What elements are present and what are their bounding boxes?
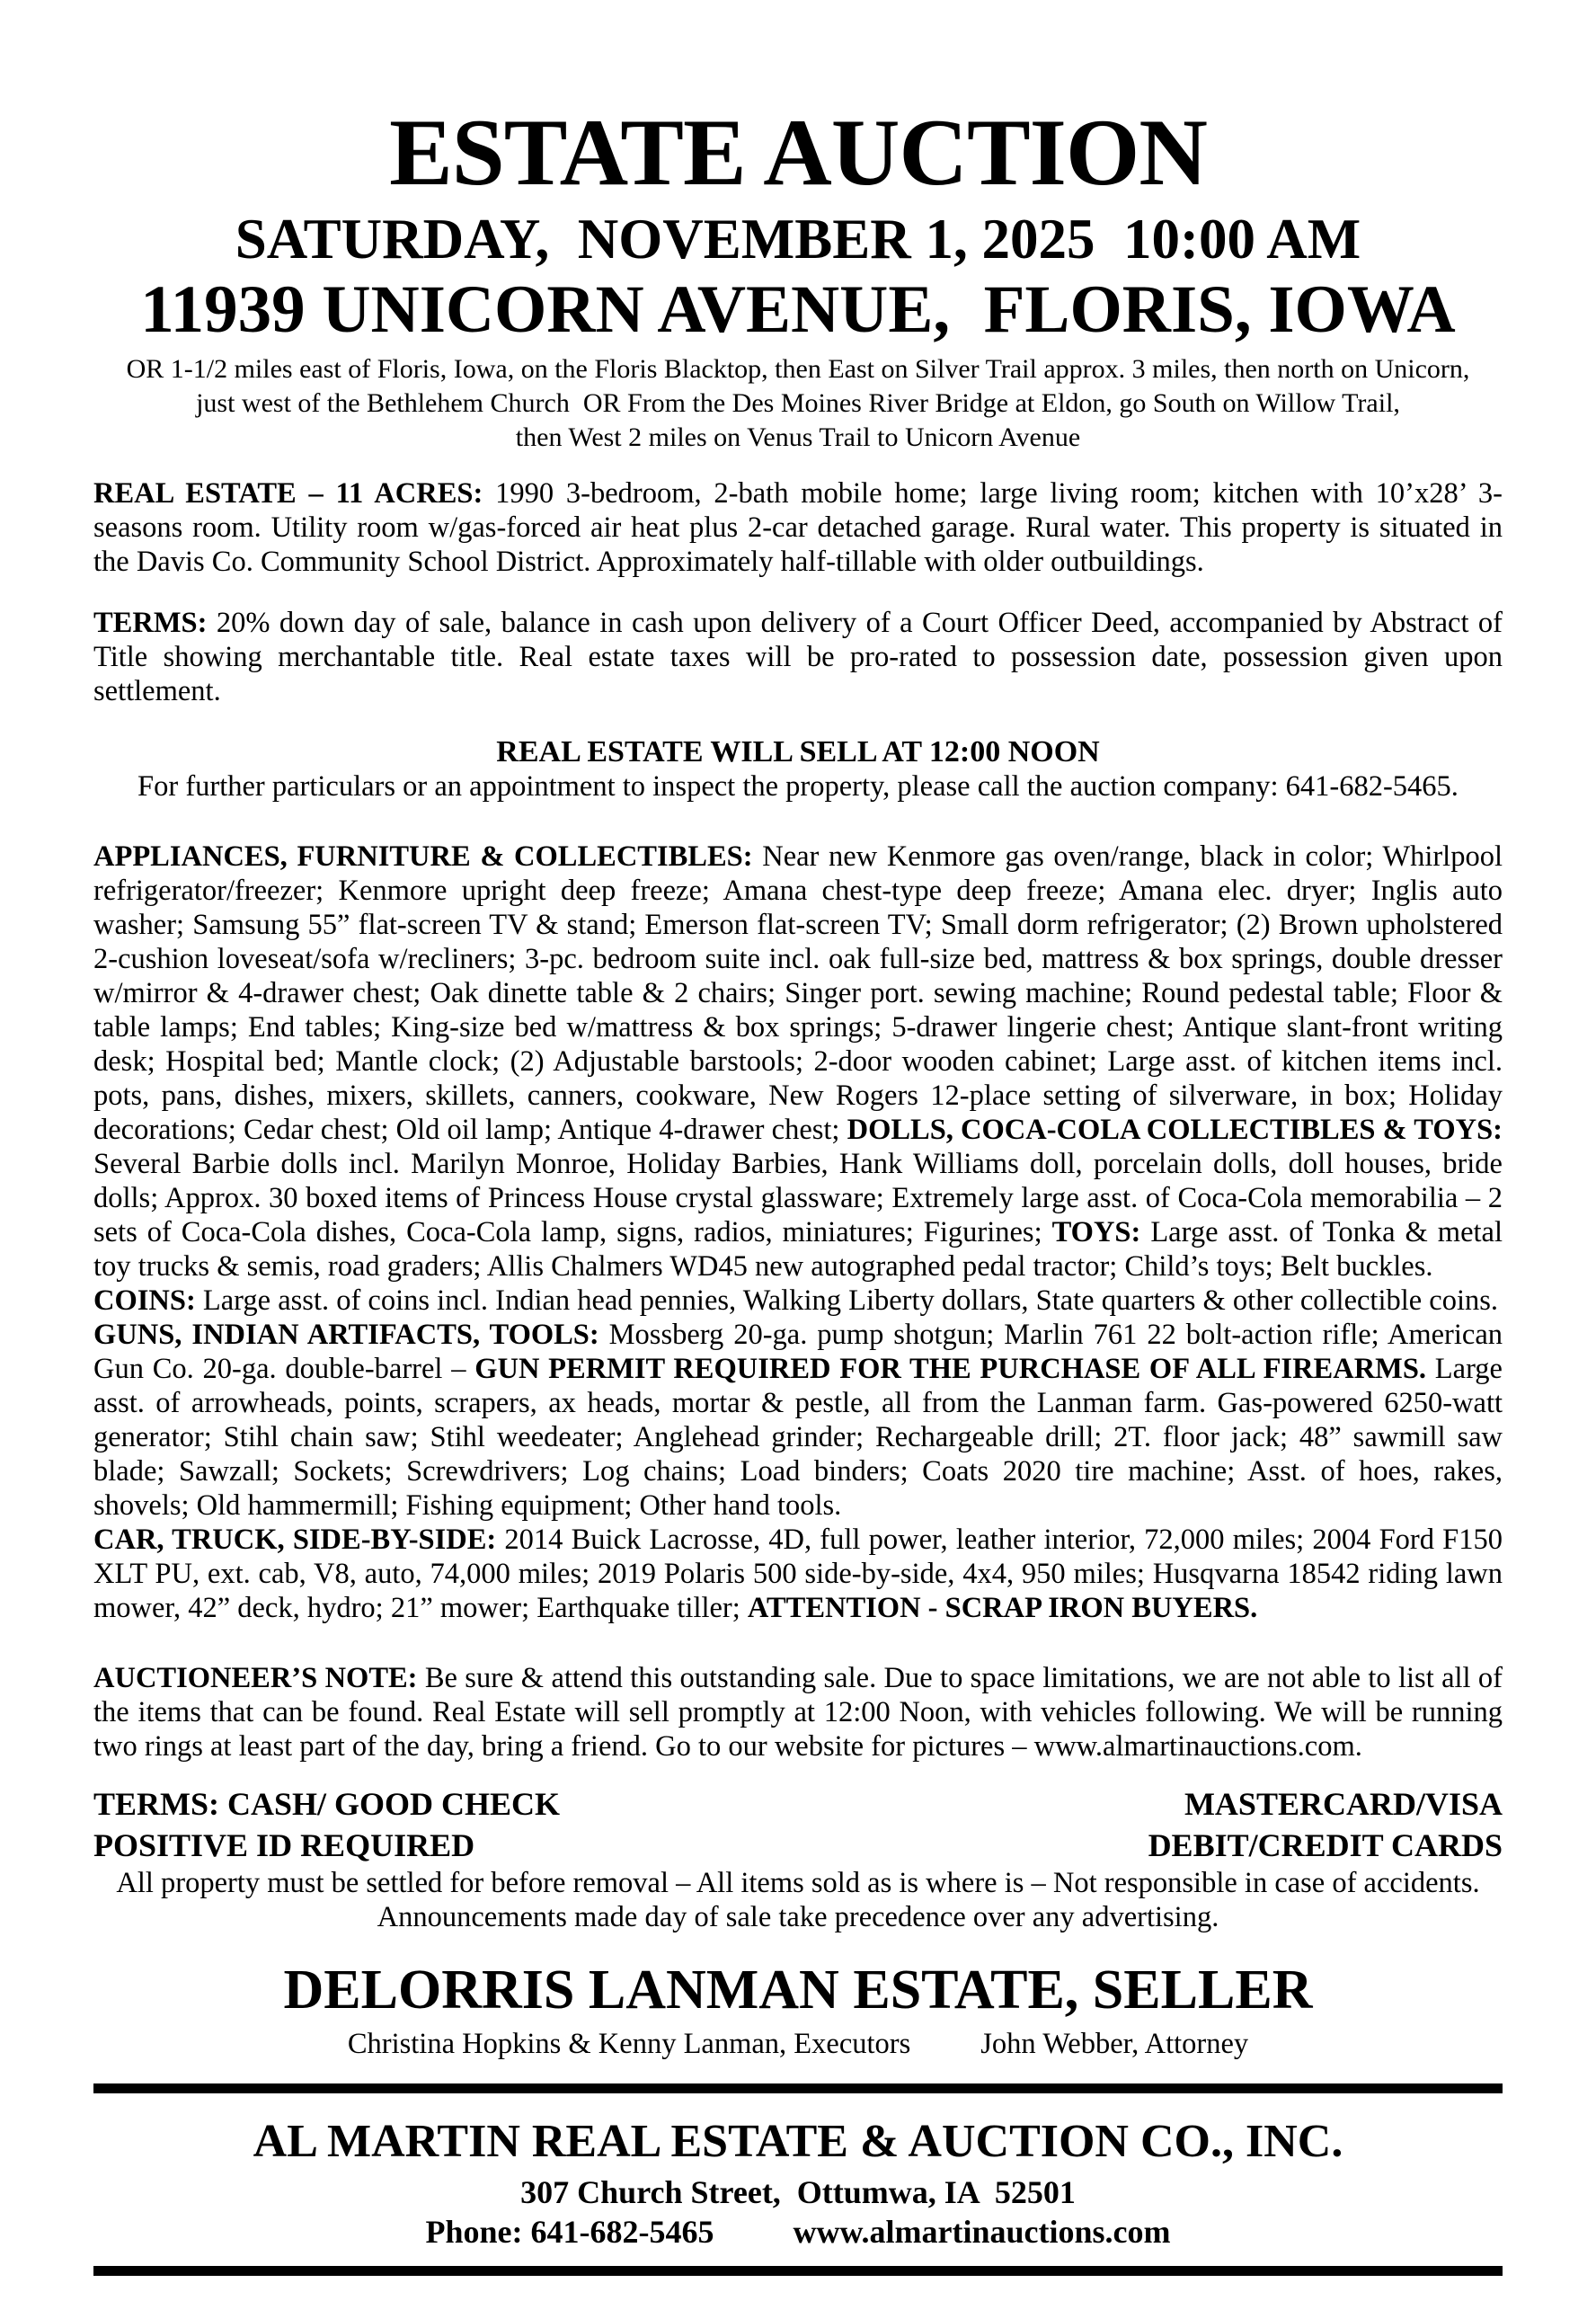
attorney-text: John Webber, Attorney <box>980 2028 1249 2061</box>
settlement-line-1: All property must be settled for before removal – All items sold as is where is – Not responsible in case of accidents. <box>116 1866 1480 1899</box>
payment-cash-line: TERMS: CASH/ GOOD CHECK <box>93 1785 561 1822</box>
directions-line-1: OR 1-1/2 miles east of Floris, Iowa, on the Floris Blacktop, then East on Silver Trail approx. 3 miles, then north on Unicorn, <box>126 353 1470 384</box>
appliances-label: APPLIANCES, FURNITURE & COLLECTIBLES: <box>93 840 753 873</box>
real-estate-paragraph <box>93 476 1503 579</box>
sale-terms-paragraph <box>93 606 1503 708</box>
scrap-iron-label: ATTENTION - SCRAP IRON BUYERS. <box>747 1591 1258 1624</box>
divider-rule-top <box>93 2083 1503 2093</box>
executors-line <box>93 2026 1503 2062</box>
vehicles-text: 2014 Buick Lacrosse, 4D, full power, leather interior, 72,000 miles; 2004 Ford F150 XLT PU, ext. cab, V8, auto, 74,000 miles; 2019 Polaris 500 side-by-side, 4x4, 950 miles; Husqvarna 18542 riding lawn mower, 42” deck, hydro; 21” mower; Earthquake tiller; <box>93 1523 1503 1624</box>
sale-terms-text: 20% down day of sale, balance in cash upon delivery of a Court Officer Deed, accompanied by Abstract of Title showing merchantable title. Real estate taxes will be pro-rated to possession date, possession given upon settlement. <box>93 606 1503 707</box>
noon-sale-heading: REAL ESTATE WILL SELL AT 12:00 NOON <box>496 734 1100 768</box>
payment-right-column <box>1148 1783 1503 1866</box>
vehicles-paragraph <box>93 1523 1503 1625</box>
company-website: www.almartinauctions.com <box>793 2213 1171 2250</box>
payment-id-line: POSITIVE ID REQUIRED <box>93 1826 475 1863</box>
executors-text: Christina Hopkins & Kenny Lanman, Executors <box>347 2028 911 2061</box>
guns-text: Mossberg 20-ga. pump shotgun; Marlin 761 22 bolt-action rifle; American Gun Co. 20-ga. double-barrel – <box>93 1318 1503 1385</box>
vehicles-label: CAR, TRUCK, SIDE-BY-SIDE: <box>93 1523 497 1556</box>
coins-label: COINS: <box>93 1284 196 1317</box>
contact-line: For further particulars or an appointment to inspect the property, please call the auction company: 641-682-5465. <box>137 769 1459 803</box>
divider-rule-bottom <box>93 2266 1503 2276</box>
directions-line-2: just west of the Bethlehem Church OR From the Des Moines River Bridge at Eldon, go South on Willow Trail, <box>196 387 1400 418</box>
dolls-collectibles-text: Several Barbie dolls incl. Marilyn Monroe, Holiday Barbies, Hank Williams doll, porcelain dolls, doll houses, bride dolls; Approx. 30 boxed items of Princess House crystal glassware; Extremely large asst. of Coca-Cola memorabilia – 2 sets of Coca-Cola dishes, Coca-Cola lamp, signs, radios, miniatures; Figurines; <box>93 1147 1503 1248</box>
dolls-collectibles-label: DOLLS, COCA-COLA COLLECTIBLES & TOYS: <box>847 1113 1503 1146</box>
company-name: AL MARTIN REAL ESTATE & AUCTION CO., INC. <box>253 2116 1343 2168</box>
coins-paragraph <box>93 1284 1503 1318</box>
auction-title: ESTATE AUCTION <box>389 100 1207 205</box>
real-estate-text: 1990 3-bedroom, 2-bath mobile home; large living room; kitchen with 10’x28’ 3-seasons room. Utility room w/gas-forced air heat plus 2-car detached garage. Rural water. This property is situated in the Davis Co. Community School District. Approximately half-tillable with older outbuildings. <box>93 476 1503 578</box>
coins-text: Large asst. of coins incl. Indian head pennies, Walking Liberty dollars, State quarters & other collectible coins. <box>195 1284 1499 1317</box>
appliances-paragraph <box>93 840 1503 1284</box>
gun-permit-label: GUN PERMIT REQUIRED FOR THE PURCHASE OF ALL FIREARMS. <box>474 1352 1427 1385</box>
company-address: 307 Church Street, Ottumwa, IA 52501 <box>520 2173 1076 2210</box>
directions-block <box>93 352 1503 455</box>
payment-terms-row <box>93 1783 1503 1866</box>
toys-text: Large asst. of Tonka & metal toy trucks & semis, road graders; Allis Chalmers WD45 new autographed pedal tractor; Child’s toys; Belt buckles. <box>93 1215 1503 1283</box>
payment-left-column <box>93 1783 560 1866</box>
real-estate-label: REAL ESTATE – 11 ACRES: <box>93 476 483 510</box>
payment-card-line-1: MASTERCARD/VISA <box>1184 1785 1503 1822</box>
auctioneers-note-text: Be sure & attend this outstanding sale. Due to space limitations, we are not able to list all of the items that can be found. Real Estate will sell promptly at 12:00 Noon, with vehicles following. We will be running two rings at least part of the day, bring a friend. Go to our website for pictures – www.almartinauctions.com. <box>93 1661 1503 1763</box>
company-phone: Phone: 641-682-5465 <box>425 2213 714 2250</box>
toys-label: TOYS: <box>1051 1215 1141 1248</box>
auction-address: 11939 UNICORN AVENUE, FLORIS, IOWA <box>140 272 1456 348</box>
sale-terms-label: TERMS: <box>93 606 208 639</box>
appliances-text: Near new Kenmore gas oven/range, black in color; Whirlpool refrigerator/freezer; Kenmore upright deep freeze; Amana chest-type deep freeze; Amana elec. dryer; Inglis auto washer; Samsung 55” flat-screen TV & stand; Emerson flat-screen TV; Small dorm refrigerator; (2) Brown upholstered 2-cushion loveseat/sofa w/recliners; 3-pc. bedroom suite incl. oak full-size bed, mattress & box springs, double dresser w/mirror & 4-drawer chest; Oak dinette table & 2 chairs; Singer port. sewing machine; Round pedestal table; Floor & table lamps; End tables; King-size bed w/mattress & box springs; 5-drawer lingerie chest; Antique slant-front writing desk; Hospital bed; Mantle clock; (2) Adjustable barstools; 2-door wooden cabinet; Large asst. of kitchen items incl. pots, pans, dishes, mixers, skillets, canners, cookware, New Rogers 12-place setting of silverware, in box; Holiday decorations; Cedar chest; Old oil lamp; Antique 4-drawer chest; <box>93 840 1503 1146</box>
payment-card-line-2: DEBIT/CREDIT CARDS <box>1148 1826 1503 1863</box>
auctioneers-note-paragraph <box>93 1661 1503 1764</box>
settlement-line-2: Announcements made day of sale take precedence over any advertising. <box>377 1900 1219 1933</box>
guns-paragraph <box>93 1318 1503 1523</box>
auctioneers-note-label: AUCTIONEER’S NOTE: <box>93 1661 418 1694</box>
directions-line-3: then West 2 miles on Venus Trail to Unicorn Avenue <box>515 422 1081 452</box>
guns-label: GUNS, INDIAN ARTIFACTS, TOOLS: <box>93 1318 599 1351</box>
company-phone-line <box>93 2212 1503 2252</box>
tools-text: Large asst. of arrowheads, points, scrapers, ax heads, mortar & pestle, all from the Lanman farm. Gas-powered 6250-watt generator; Stihl chain saw; Stihl weedeater; Anglehead grinder; Rechargeable drill; 2T. floor jack; 48” sawmill saw blade; Sawzall; Sockets; Screwdrivers; Log chains; Load binders; Coats 2020 tire machine; Asst. of hoes, rakes, shovels; Old hammermill; Fishing equipment; Other hand tools. <box>93 1352 1503 1522</box>
seller-heading: DELORRIS LANMAN ESTATE, SELLER <box>283 1959 1313 2021</box>
auction-date: SATURDAY, NOVEMBER 1, 2025 10:00 AM <box>235 207 1361 271</box>
